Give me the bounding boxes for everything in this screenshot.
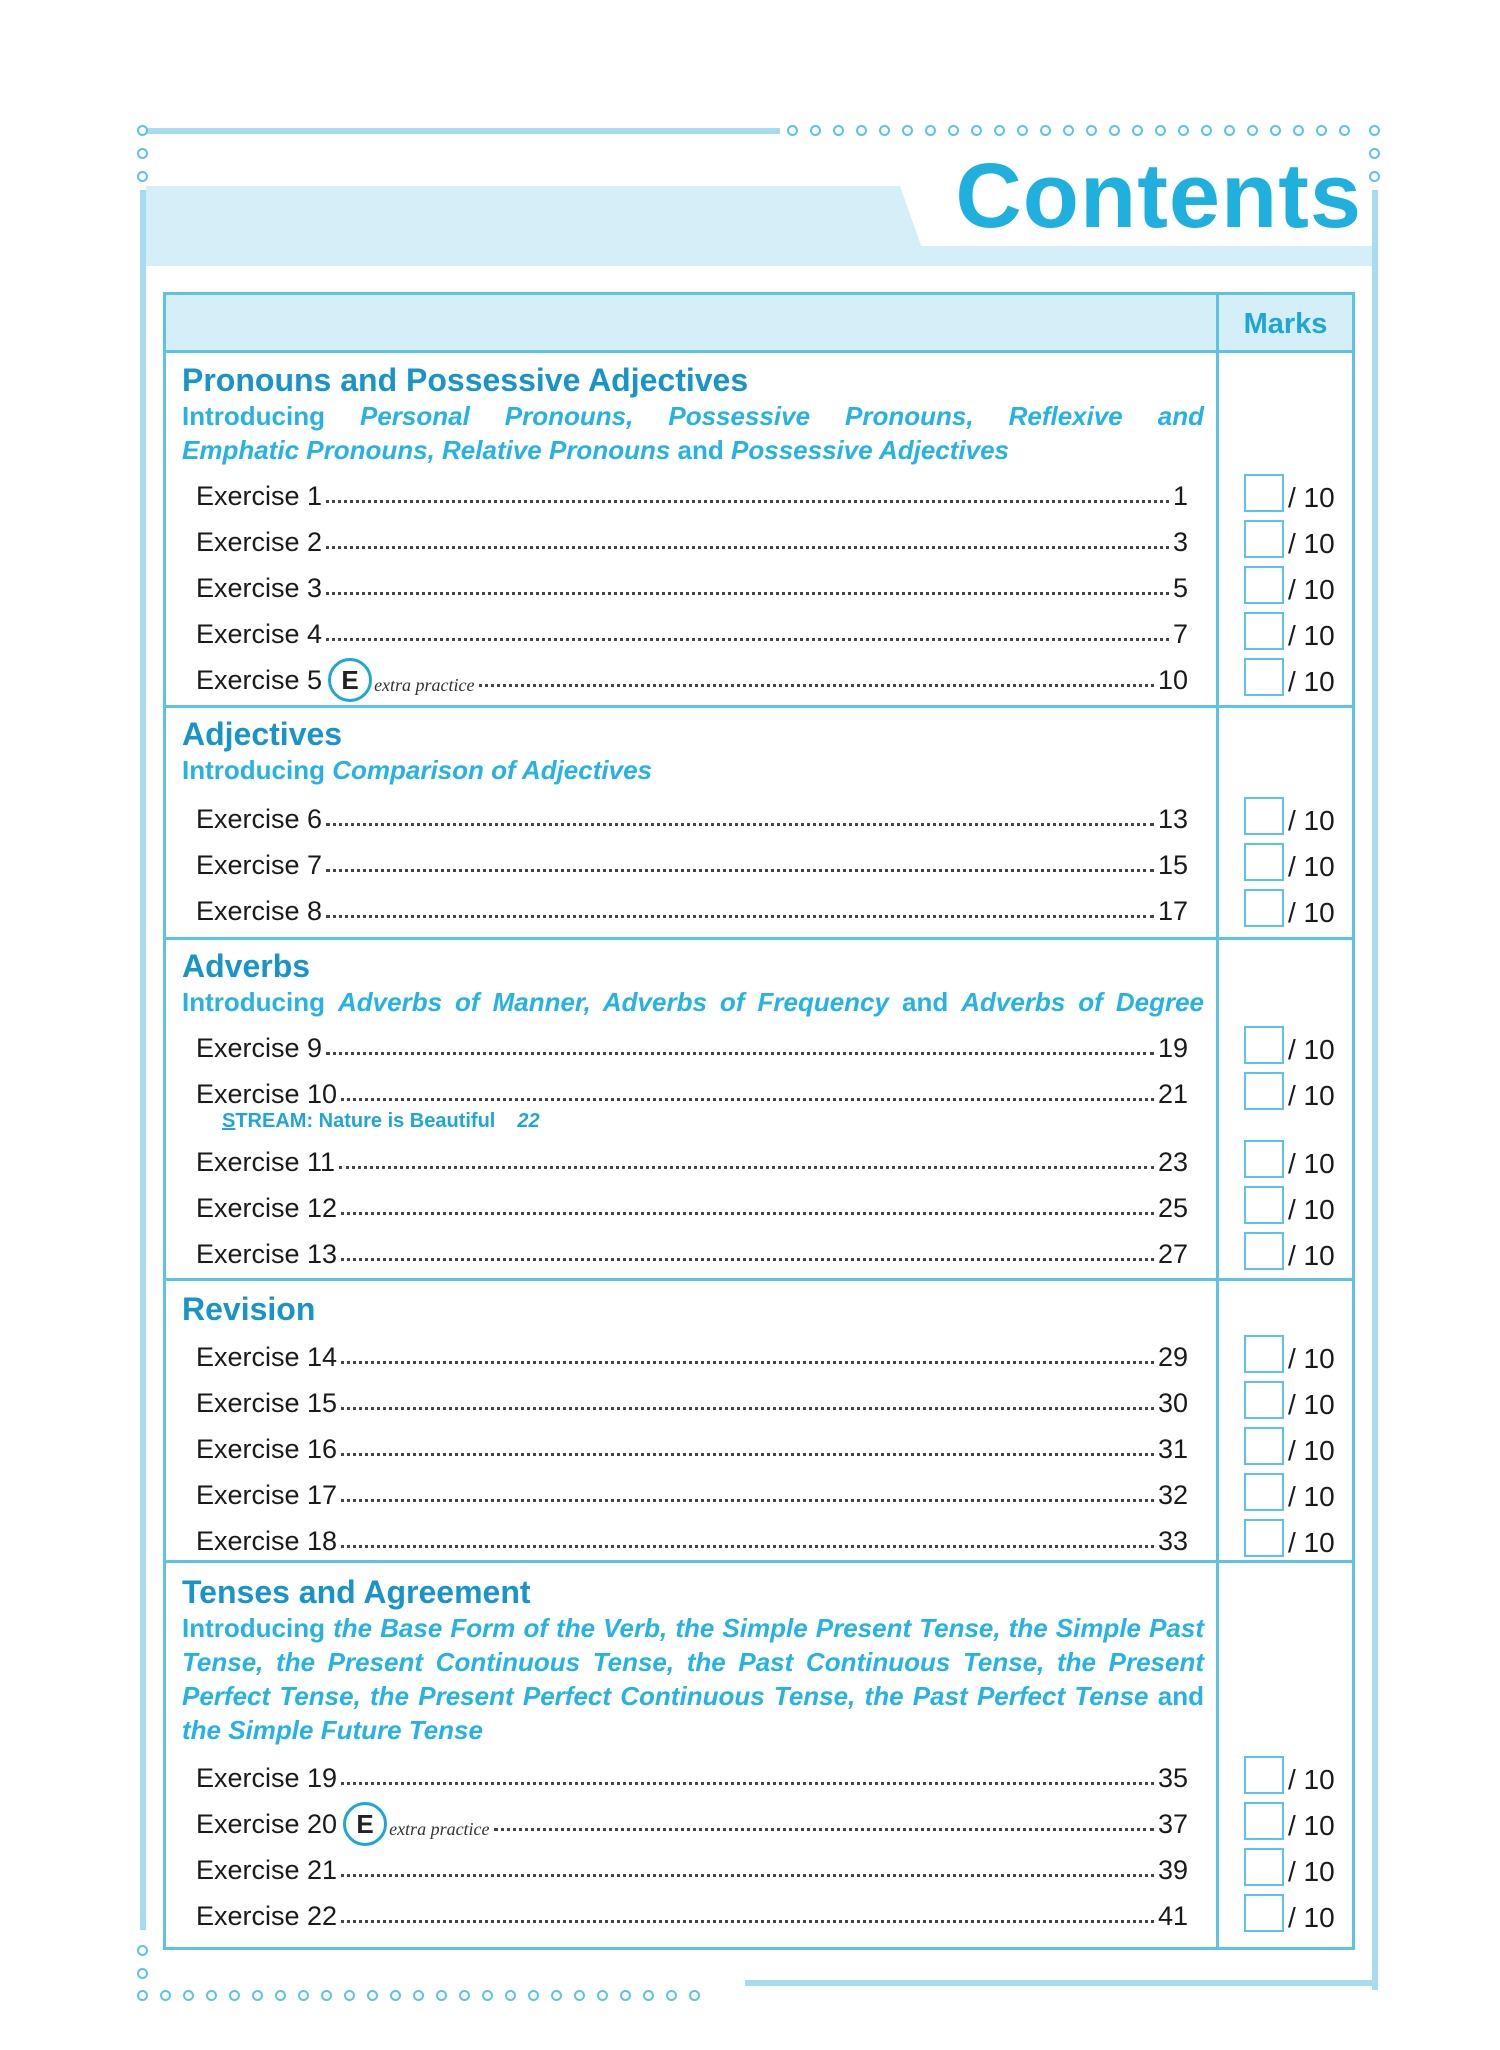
- marks-field[interactable]: / 10: [1244, 656, 1354, 696]
- exercise-row[interactable]: Exercise 1 1: [196, 481, 1188, 511]
- marks-input-box[interactable]: [1244, 520, 1284, 558]
- marks-field[interactable]: / 10: [1244, 795, 1354, 835]
- marks-field[interactable]: / 10: [1244, 1333, 1354, 1373]
- exercise-row[interactable]: Exercise 7 15: [196, 850, 1188, 880]
- marks-field[interactable]: / 10: [1244, 1070, 1354, 1110]
- exercise-row[interactable]: Exercise 18 33: [196, 1526, 1188, 1556]
- marks-field[interactable]: / 10: [1244, 564, 1354, 604]
- marks-field[interactable]: / 10: [1244, 1846, 1354, 1886]
- stream-link[interactable]: STREAM: Nature is Beautiful 22: [222, 1110, 540, 1132]
- exercise-row[interactable]: Exercise 6 13: [196, 804, 1188, 834]
- section-divider: [166, 1560, 1352, 1563]
- marks-field[interactable]: / 10: [1244, 1471, 1354, 1511]
- section-revision: [182, 1290, 1204, 1328]
- exercise-row[interactable]: Exercise 10 21: [196, 1079, 1188, 1109]
- marks-input-box[interactable]: [1244, 1894, 1284, 1932]
- section-title: Revision: [182, 1291, 316, 1327]
- dots-right-top: [1369, 125, 1380, 182]
- marks-input-box[interactable]: [1244, 797, 1284, 835]
- marks-input-box[interactable]: [1244, 1848, 1284, 1886]
- section-tenses: [182, 1573, 1204, 1747]
- section-intro: Introducing the Base Form of the Verb, the Simple Present Tense, the Simple Past Tense, the Present Continuous Tense, the Past Continuous Tense, the Present Perfect Tense, the Present Perfect Continuous Tense, the Past Perfect Tense and the Simple Future Tense: [182, 1613, 1205, 1745]
- dots-left-bottom: [137, 1945, 148, 1979]
- extra-practice-icon: E: [343, 1802, 387, 1846]
- section-title: Pronouns and Possessive Adjectives: [182, 362, 749, 398]
- marks-column-header: Marks: [1216, 295, 1352, 353]
- marks-field[interactable]: / 10: [1244, 1024, 1354, 1064]
- marks-field[interactable]: / 10: [1244, 841, 1354, 881]
- section-divider: [166, 705, 1352, 708]
- frame-bottom-border: [745, 1980, 1378, 1986]
- marks-input-box[interactable]: [1244, 1802, 1284, 1840]
- marks-field[interactable]: / 10: [1244, 1138, 1354, 1178]
- section-intro-cont: Emphatic Pronouns, Relative Pronouns and Possessive Adjectives: [182, 435, 1010, 465]
- section-intro: Introducing Comparison of Adjectives: [182, 755, 652, 785]
- exercise-row[interactable]: Exercise 20 E extra practice 37: [196, 1800, 1188, 1840]
- frame-left-border: [140, 190, 146, 1930]
- exercise-row[interactable]: Exercise 19 35: [196, 1763, 1188, 1793]
- marks-field[interactable]: / 10: [1244, 518, 1354, 558]
- marks-column-divider: [1216, 353, 1219, 1950]
- marks-input-box[interactable]: [1244, 1140, 1284, 1178]
- dots-top-left: [137, 125, 148, 182]
- exercise-row[interactable]: Exercise 9 19: [196, 1033, 1188, 1063]
- exercise-row[interactable]: Exercise 5 E extra practice 10: [196, 656, 1188, 696]
- section-intro: Introducing Personal Pronouns, Possessive Pronouns, Reflexive and: [182, 401, 1204, 431]
- section-title: Adverbs: [182, 948, 311, 984]
- exercise-row[interactable]: Exercise 14 29: [196, 1342, 1188, 1372]
- exercise-row[interactable]: Exercise 16 31: [196, 1434, 1188, 1464]
- marks-input-box[interactable]: [1244, 1756, 1284, 1794]
- marks-field[interactable]: / 10: [1244, 887, 1354, 927]
- marks-input-box[interactable]: [1244, 889, 1284, 927]
- frame-right-border: [1372, 190, 1378, 1990]
- section-title: Tenses and Agreement: [182, 1574, 531, 1610]
- marks-field[interactable]: / 10: [1244, 1379, 1354, 1419]
- exercise-row[interactable]: Exercise 13 27: [196, 1239, 1188, 1269]
- table-header-row: [166, 295, 1352, 353]
- marks-input-box[interactable]: [1244, 1519, 1284, 1557]
- marks-input-box[interactable]: [1244, 474, 1284, 512]
- dots-bottom-left: [137, 1990, 700, 2001]
- marks-input-box[interactable]: [1244, 1381, 1284, 1419]
- section-divider: [166, 937, 1352, 940]
- marks-input-box[interactable]: [1244, 1473, 1284, 1511]
- exercise-row[interactable]: Exercise 8 17: [196, 896, 1188, 926]
- section-divider: [166, 1278, 1352, 1281]
- marks-field[interactable]: / 10: [1244, 1892, 1354, 1932]
- exercise-row[interactable]: Exercise 3 5: [196, 573, 1188, 603]
- exercise-row[interactable]: Exercise 2 3: [196, 527, 1188, 557]
- marks-input-box[interactable]: [1244, 566, 1284, 604]
- marks-input-box[interactable]: [1244, 1427, 1284, 1465]
- marks-input-box[interactable]: [1244, 1232, 1284, 1270]
- exercise-row[interactable]: Exercise 22 41: [196, 1901, 1188, 1931]
- exercise-row[interactable]: Exercise 12 25: [196, 1193, 1188, 1223]
- marks-field[interactable]: / 10: [1244, 1800, 1354, 1840]
- marks-input-box[interactable]: [1244, 658, 1284, 696]
- section-pronouns: [182, 361, 1204, 467]
- marks-field[interactable]: / 10: [1244, 1754, 1354, 1794]
- marks-input-box[interactable]: [1244, 612, 1284, 650]
- marks-input-box[interactable]: [1244, 843, 1284, 881]
- dots-top-right: [787, 125, 1350, 136]
- marks-field[interactable]: / 10: [1244, 1425, 1354, 1465]
- exercise-row[interactable]: Exercise 21 39: [196, 1855, 1188, 1885]
- extra-practice-icon: E: [328, 658, 372, 702]
- section-adjectives: [182, 715, 1204, 787]
- marks-field[interactable]: / 10: [1244, 1184, 1354, 1224]
- exercise-row[interactable]: Exercise 4 7: [196, 619, 1188, 649]
- marks-field[interactable]: / 10: [1244, 1230, 1354, 1270]
- marks-input-box[interactable]: [1244, 1186, 1284, 1224]
- extra-practice-badge: E extra practice: [343, 1802, 489, 1840]
- exercise-row[interactable]: Exercise 17 32: [196, 1480, 1188, 1510]
- marks-input-box[interactable]: [1244, 1335, 1284, 1373]
- section-intro: Introducing Adverbs of Manner, Adverbs of Frequency and Adverbs of Degree: [182, 987, 1204, 1017]
- marks-field[interactable]: / 10: [1244, 1517, 1354, 1557]
- section-adverbs: [182, 947, 1204, 1019]
- marks-field[interactable]: / 10: [1244, 472, 1354, 512]
- exercise-row[interactable]: Exercise 11 23: [196, 1147, 1188, 1177]
- frame-top-border: [140, 128, 780, 134]
- contents-table: [163, 292, 1355, 1950]
- page-title: Contents: [955, 145, 1362, 247]
- extra-practice-badge: E extra practice: [328, 658, 474, 696]
- exercise-row[interactable]: Exercise 15 30: [196, 1388, 1188, 1418]
- marks-field[interactable]: / 10: [1244, 610, 1354, 650]
- marks-input-box[interactable]: [1244, 1026, 1284, 1064]
- section-title: Adjectives: [182, 716, 343, 752]
- marks-input-box[interactable]: [1244, 1072, 1284, 1110]
